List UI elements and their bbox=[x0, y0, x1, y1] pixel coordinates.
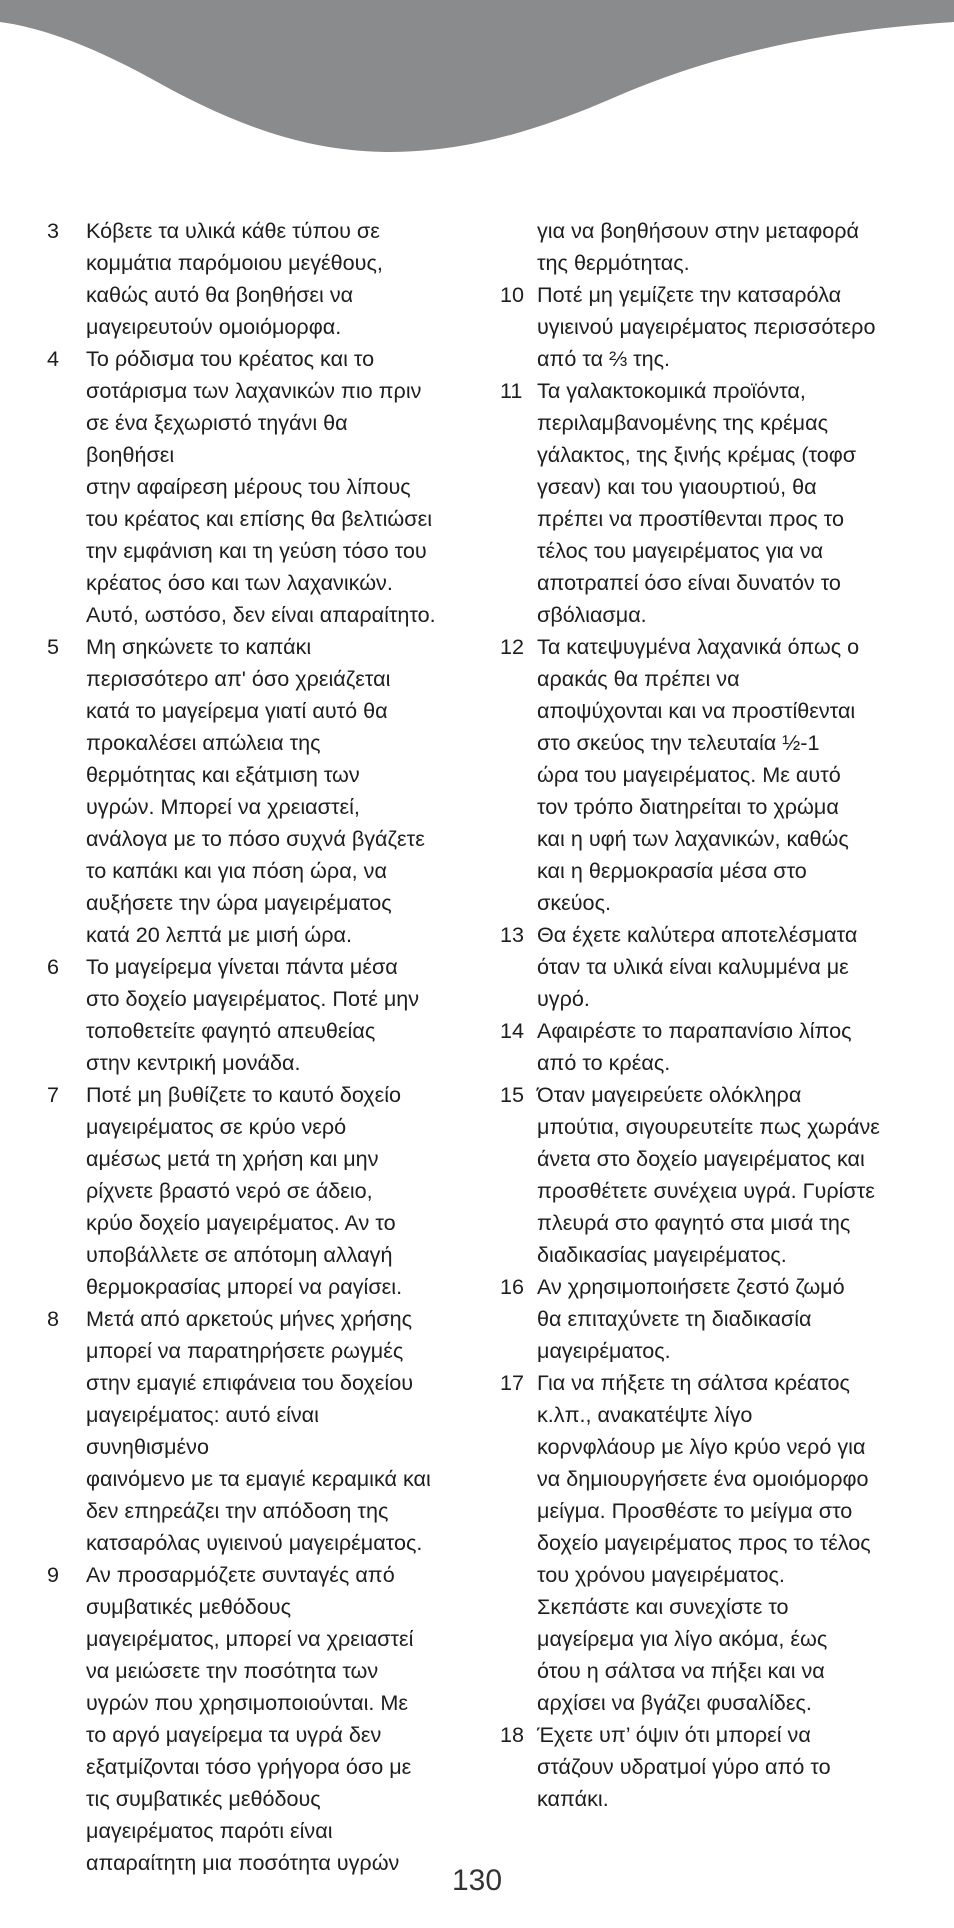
list-item bbox=[47, 1559, 437, 1879]
list-item bbox=[47, 1303, 437, 1559]
item-text: Θα έχετε καλύτερα αποτελέσματα όταν τα υλικά είναι καλυμμένα με υγρό. bbox=[537, 922, 858, 1011]
item-number: 16 bbox=[500, 1274, 525, 1299]
header-wave-decoration bbox=[0, 0, 954, 160]
item-text: Το μαγείρεμα γίνεται πάντα μέσα στο δοχείο μαγειρέματος. Ποτέ μην τοποθετείτε φαγητό απευθείας στην κεντρική μονάδα. bbox=[86, 954, 420, 1075]
item-number: 7 bbox=[47, 1082, 60, 1107]
item-text: Αν χρησιμοποιήσετε ζεστό ζωμό θα επιταχύνετε τη διαδικασία μαγειρέματος. bbox=[537, 1274, 845, 1363]
list-item bbox=[500, 1367, 890, 1719]
item-number: 15 bbox=[500, 1082, 525, 1107]
item-number: 18 bbox=[500, 1722, 525, 1747]
list-item bbox=[500, 1271, 890, 1367]
item-text: Ποτέ μη βυθίζετε το καυτό δοχείο μαγειρέματος σε κρύο νερό αμέσως μετά τη χρήση και μην ρίχνετε βραστό νερό σε άδειο, κρύο δοχείο μαγειρέματος. Αν το υποβάλλετε σε απότομη αλλαγή θερμοκρασίας μπορεί να ραγίσει. bbox=[86, 1082, 403, 1299]
list-item bbox=[500, 1719, 890, 1815]
page-number: 130 bbox=[451, 1864, 503, 1897]
item-number: 12 bbox=[500, 634, 525, 659]
item-text: Όταν μαγειρεύετε ολόκληρα μπούτια, σιγουρευτείτε πως χωράνε άνετα στο δοχείο μαγειρέματος και προσθέτετε συνέχεια υγρά. Γυρίστε πλευρά στο φαγητό στα μισά της διαδικασίας μαγειρέματος. bbox=[537, 1082, 880, 1267]
item-text: Έχετε υπ’ όψιν ότι μπορεί να στάζουν υδρατμοί γύρο από το καπάκι. bbox=[537, 1722, 831, 1811]
list-item bbox=[47, 1079, 437, 1303]
item-text: Αφαιρέστε το παραπανίσιο λίπος από το κρέας. bbox=[537, 1018, 852, 1075]
item-number: 11 bbox=[500, 378, 523, 403]
item-text: Μη σηκώνετε το καπάκι περισσότερο απ' όσο χρειάζεται κατά το μαγείρεμα γιατί αυτό θα προκαλέσει απώλεια της θερμότητας και εξάτμιση των υγρών. Μπορεί να χρειαστεί, ανάλογα με το πόσο συχνά βγάζετε το καπάκι και για πόση ώρα, να αυξήσετε την ώρα μαγειρέματος κατά 20 λεπτά με μισή ώρα. bbox=[86, 634, 425, 947]
item-number: 3 bbox=[47, 218, 60, 243]
item-number: 4 bbox=[47, 346, 60, 371]
item-text: Μετά από αρκετούς μήνες χρήσης μπορεί να παρατηρήσετε ρωγμές στην εμαγιέ επιφάνεια του δοχείου μαγειρέματος: αυτό είναι συνηθισμένο φαινόμενο με τα εμαγιέ κεραμικά και δεν επηρεάζει την απόδοση της κατσαρόλας υγιεινού μαγειρέματος. bbox=[86, 1306, 431, 1555]
left-column bbox=[47, 215, 437, 1879]
item-text: Ποτέ μη γεμίζετε την κατσαρόλα υγιεινού μαγειρέματος περισσότερο από τα ⅔ της. bbox=[537, 282, 876, 371]
list-item bbox=[500, 631, 890, 919]
list-item bbox=[47, 631, 437, 951]
item-number: 13 bbox=[500, 922, 525, 947]
list-item bbox=[500, 919, 890, 1015]
item-text: Για να πήξετε τη σάλτσα κρέατος κ.λπ., ανακατέψτε λίγο κορνφλάουρ με λίγο κρύο νερό για να δημιουργήσετε ένα ομοιόμορφο μείγμα. Προσθέστε το μείγμα στο δοχείο μαγειρέματος προς το τέλος του χρόνου μαγειρέματος. Σκεπάστε και συνεχίστε το μαγείρεμα για λίγο ακόμα, έως ότου η σάλτσα να πήξει και να αρχίσει να βγάζει φυσαλίδες. bbox=[537, 1370, 871, 1715]
item-number: 17 bbox=[500, 1370, 525, 1395]
item-text: Το ρόδισμα του κρέατος και το σοτάρισμα των λαχανικών πιο πριν σε ένα ξεχωριστό τηγάνι θα βοηθήσει στην αφαίρεση μέρους του λίπους του κρέατος και επίσης θα βελτιώσει την εμφάνιση και τη γεύση τόσο του κρέατος όσο και των λαχανικών. Αυτό, ωστόσο, δεν είναι απαραίτητο. bbox=[86, 346, 436, 627]
item-number: 9 bbox=[47, 1562, 60, 1587]
item-text: Τα κατεψυγμένα λαχανικά όπως ο αρακάς θα πρέπει να αποψύχονται και να προστίθενται στο σκεύος την τελευταία ½-1 ώρα του μαγειρέματος. Με αυτό τον τρόπο διατηρείται το χρώμα και η υφή των λαχανικών, καθώς και η θερμοκρασία μέσα στο σκεύος. bbox=[537, 634, 860, 915]
item-number: 10 bbox=[500, 282, 525, 307]
item-number: 5 bbox=[47, 634, 60, 659]
list-item bbox=[500, 1015, 890, 1079]
list-item bbox=[500, 1079, 890, 1271]
list-item bbox=[47, 215, 437, 343]
item-text: Αν προσαρμόζετε συνταγές από συμβατικές μεθόδους μαγειρέματος, μπορεί να χρειαστεί να μειώσετε την ποσότητα των υγρών που χρησιμοποιούνται. Με το αργό μαγείρεμα τα υγρά δεν εξατμίζονται τόσο γρήγορα όσο με τις συμβατικές μεθόδους μαγειρέματος παρότι είναι απαραίτητη μια ποσότητα υγρών bbox=[86, 1562, 414, 1875]
item-number: 8 bbox=[47, 1306, 60, 1331]
list-item bbox=[47, 343, 437, 631]
list-item bbox=[47, 951, 437, 1079]
continued-text: για να βοηθήσουν στην μεταφορά της θερμότητας. bbox=[537, 218, 859, 275]
right-column bbox=[500, 215, 890, 1815]
right-list bbox=[500, 279, 890, 1815]
item-number: 6 bbox=[47, 954, 60, 979]
item-number: 14 bbox=[500, 1018, 525, 1043]
list-item bbox=[500, 375, 890, 631]
item-text: Τα γαλακτοκομικά προϊόντα, περιλαμβανομένης της κρέμας γάλακτος, της ξινής κρέμας (τοφσ γσεαν) και του γιαουρτιού, θα πρέπει να προστίθενται προς το τέλος του μαγειρέματος για να αποτραπεί όσο είναι δυνατόν το σβόλιασμα. bbox=[537, 378, 857, 627]
list-item bbox=[500, 279, 890, 375]
item-text: Κόβετε τα υλικά κάθε τύπου σε κομμάτια παρόμοιου μεγέθους, καθώς αυτό θα βοηθήσει να μαγειρευτούν ομοιόμορφα. bbox=[86, 218, 383, 339]
